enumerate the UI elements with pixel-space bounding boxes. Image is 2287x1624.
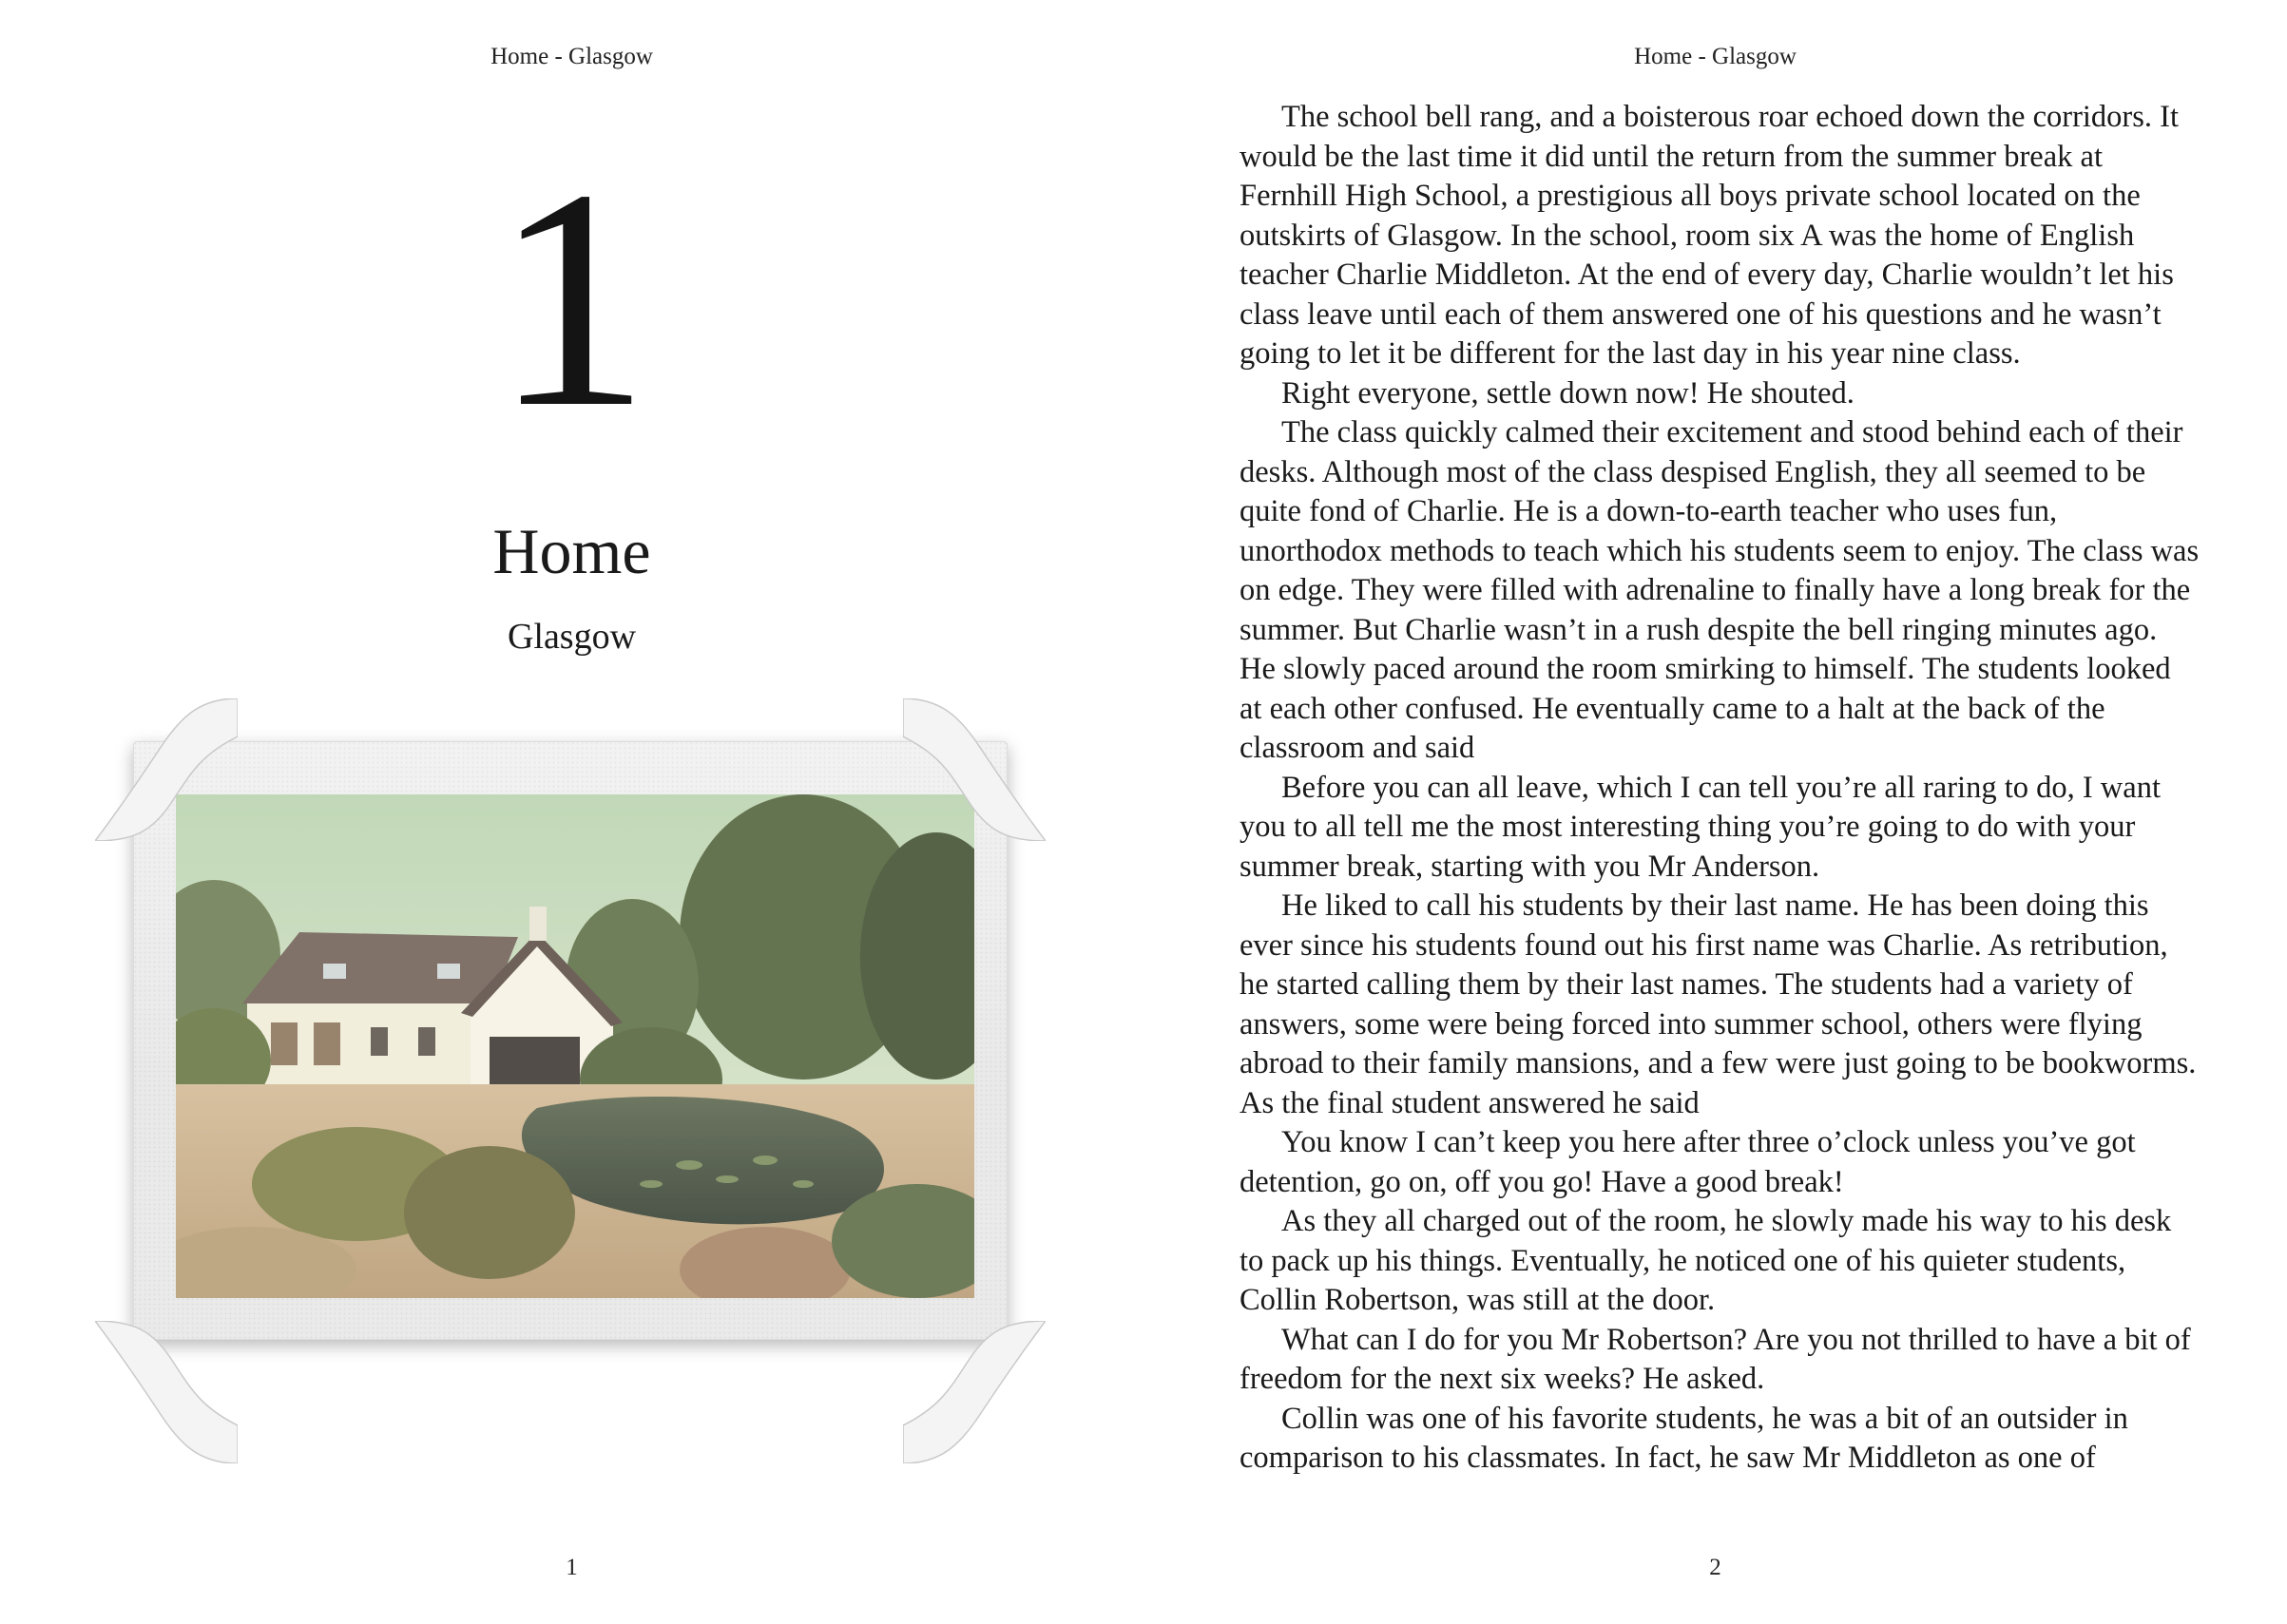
chapter-title: Home <box>492 515 651 587</box>
paragraph: The class quickly calmed their excitement and stood behind each of their desks. Although most of the class despised English, they all seemed to be quite fond of Charlie. He is a down-to-earth teacher who uses fun, unorthodox methods to teach which his students seem to enjoy. The class was on edge. They were filled with adrenaline to finally have a long break for the summer. But Charlie wasn’t in a rush despite the bell ringing minutes ago. He slowly paced around the room smirking to himself. The students looked at each other confused. He eventually came to a halt at the back of the classroom and said <box>1240 415 2200 765</box>
chapter-subtitle: Glasgow <box>507 617 637 657</box>
running-header-left: Home - Glasgow <box>490 44 653 69</box>
paragraph: What can I do for you Mr Robertson? Are you not thrilled to have a bit of freedom for the next six weeks? He asked. <box>1240 1322 2191 1396</box>
paragraph: As they all charged out of the room, he slowly made his way to his desk to pack up his things. Eventually, he noticed one of his quieter students, Collin Robertson, was still at the door. <box>1240 1204 2172 1317</box>
chapter-number: 1 <box>493 125 650 472</box>
paragraph: Right everyone, settle down now! He shouted. <box>1281 375 1855 411</box>
page-number-left: 1 <box>566 1555 578 1580</box>
photo-corner-bottom-left <box>95 1321 238 1463</box>
house-photo-illustration <box>176 794 974 1298</box>
page-number-right: 2 <box>1709 1555 1721 1580</box>
body-text <box>1240 98 2200 1479</box>
house-photo <box>176 794 974 1298</box>
photo-corner-bottom-right <box>903 1321 1046 1463</box>
running-header-right: Home - Glasgow <box>1634 44 1797 69</box>
paragraph: Before you can all leave, which I can tell you’re all raring to do, I want you to all tell me the most interesting thing you’re going to do with your summer break, starting with you Mr Anderson. <box>1240 770 2161 884</box>
paragraph: You know I can’t keep you here after three o’clock unless you’ve got detention, go on, off you go! Have a good break! <box>1240 1125 2136 1199</box>
photo-frame <box>133 741 1008 1340</box>
paragraph: Collin was one of his favorite students, he was a bit of an outsider in comparison to his classmates. In fact, he saw Mr Middleton as one of <box>1240 1401 2128 1475</box>
paragraph: The school bell rang, and a boisterous roar echoed down the corridors. It would be the last time it did until the return from the summer break at Fernhill High School, a prestigious all boys private school located on the outskirts of Glasgow. In the school, room six A was the home of English teacher Charlie Middleton. At the end of every day, Charlie wouldn’t let his class leave until each of them answered one of his questions and he wasn’t going to let it be different for the last day in his year nine class. <box>1240 100 2180 371</box>
paragraph: He liked to call his students by their last name. He has been doing this ever since his students found out his first name was Charlie. As retribution, he started calling them by their last names. The students had a variety of answers, some were being forced into summer school, others were flying abroad to their family mansions, and a few were just going to be bookworms. As the final student answered he said <box>1240 888 2197 1120</box>
